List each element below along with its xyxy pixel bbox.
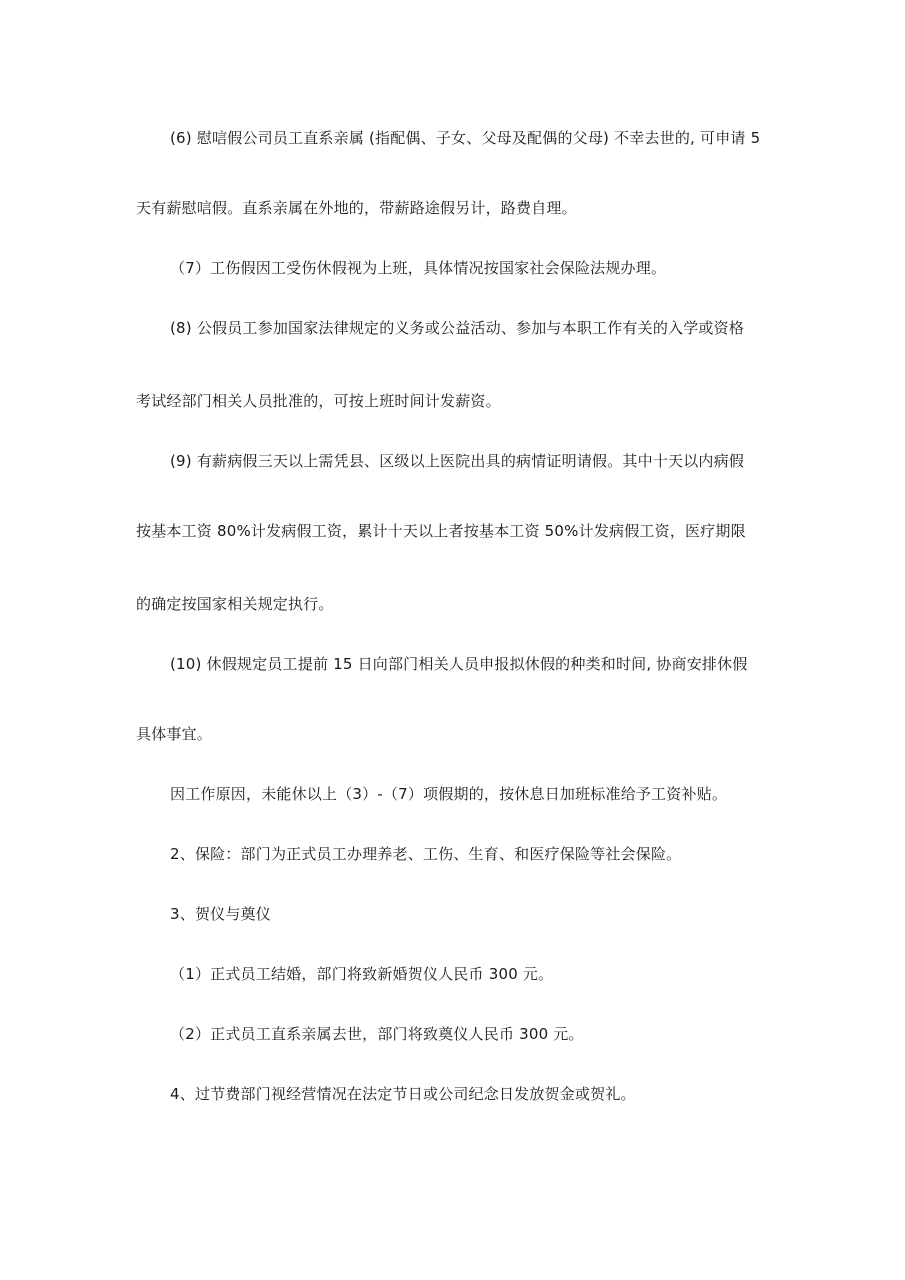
section-2-insurance: 2、保险：部门为正式员工办理养老、工伤、生育、和医疗保险等社会保险。 bbox=[170, 845, 682, 863]
leave-compensation-note: 因工作原因，未能休以上（3）-（7）项假期的，按休息日加班标准给予工资补贴。 bbox=[170, 785, 728, 803]
paragraph-10-line-2: 具体事宜。 bbox=[136, 725, 213, 743]
section-3-item-2: （2）正式员工直系亲属去世，部门将致奠仪人民币 300 元。 bbox=[170, 1025, 584, 1043]
paragraph-9-line-2: 按基本工资 80%计发病假工资，累计十天以上者按基本工资 50%计发病假工资，医疗期限 bbox=[136, 522, 746, 540]
paragraph-6-line-2: 天有薪慰唁假。直系亲属在外地的，带薪路途假另计，路费自理。 bbox=[136, 199, 577, 217]
section-3-heading: 3、贺仪与奠仪 bbox=[170, 905, 271, 923]
paragraph-10-line-1: (10) 休假规定员工提前 15 日向部门相关人员申报拟休假的种类和时间, 协商安排休假 bbox=[170, 655, 748, 673]
paragraph-6-line-1: (6) 慰唁假公司员工直系亲属 (指配偶、子女、父母及配偶的父母) 不幸去世的, 可申请 5 bbox=[170, 129, 761, 147]
paragraph-9-line-1: (9) 有薪病假三天以上需凭县、区级以上医院出具的病情证明请假。其中十天以内病假 bbox=[170, 452, 745, 470]
paragraph-8-line-2: 考试经部门相关人员批准的，可按上班时间计发薪资。 bbox=[136, 392, 501, 410]
paragraph-7: （7）工伤假因工受伤休假视为上班，具体情况按国家社会保险法规办理。 bbox=[170, 259, 667, 277]
section-3-item-1: （1）正式员工结婚，部门将致新婚贺仪人民币 300 元。 bbox=[170, 965, 554, 983]
paragraph-9-line-3: 的确定按国家相关规定执行。 bbox=[136, 595, 334, 613]
paragraph-8-line-1: (8) 公假员工参加国家法律规定的义务或公益活动、参加与本职工作有关的入学或资格 bbox=[170, 319, 745, 337]
section-4-holiday-fee: 4、过节费部门视经营情况在法定节日或公司纪念日发放贺金或贺礼。 bbox=[170, 1085, 636, 1103]
